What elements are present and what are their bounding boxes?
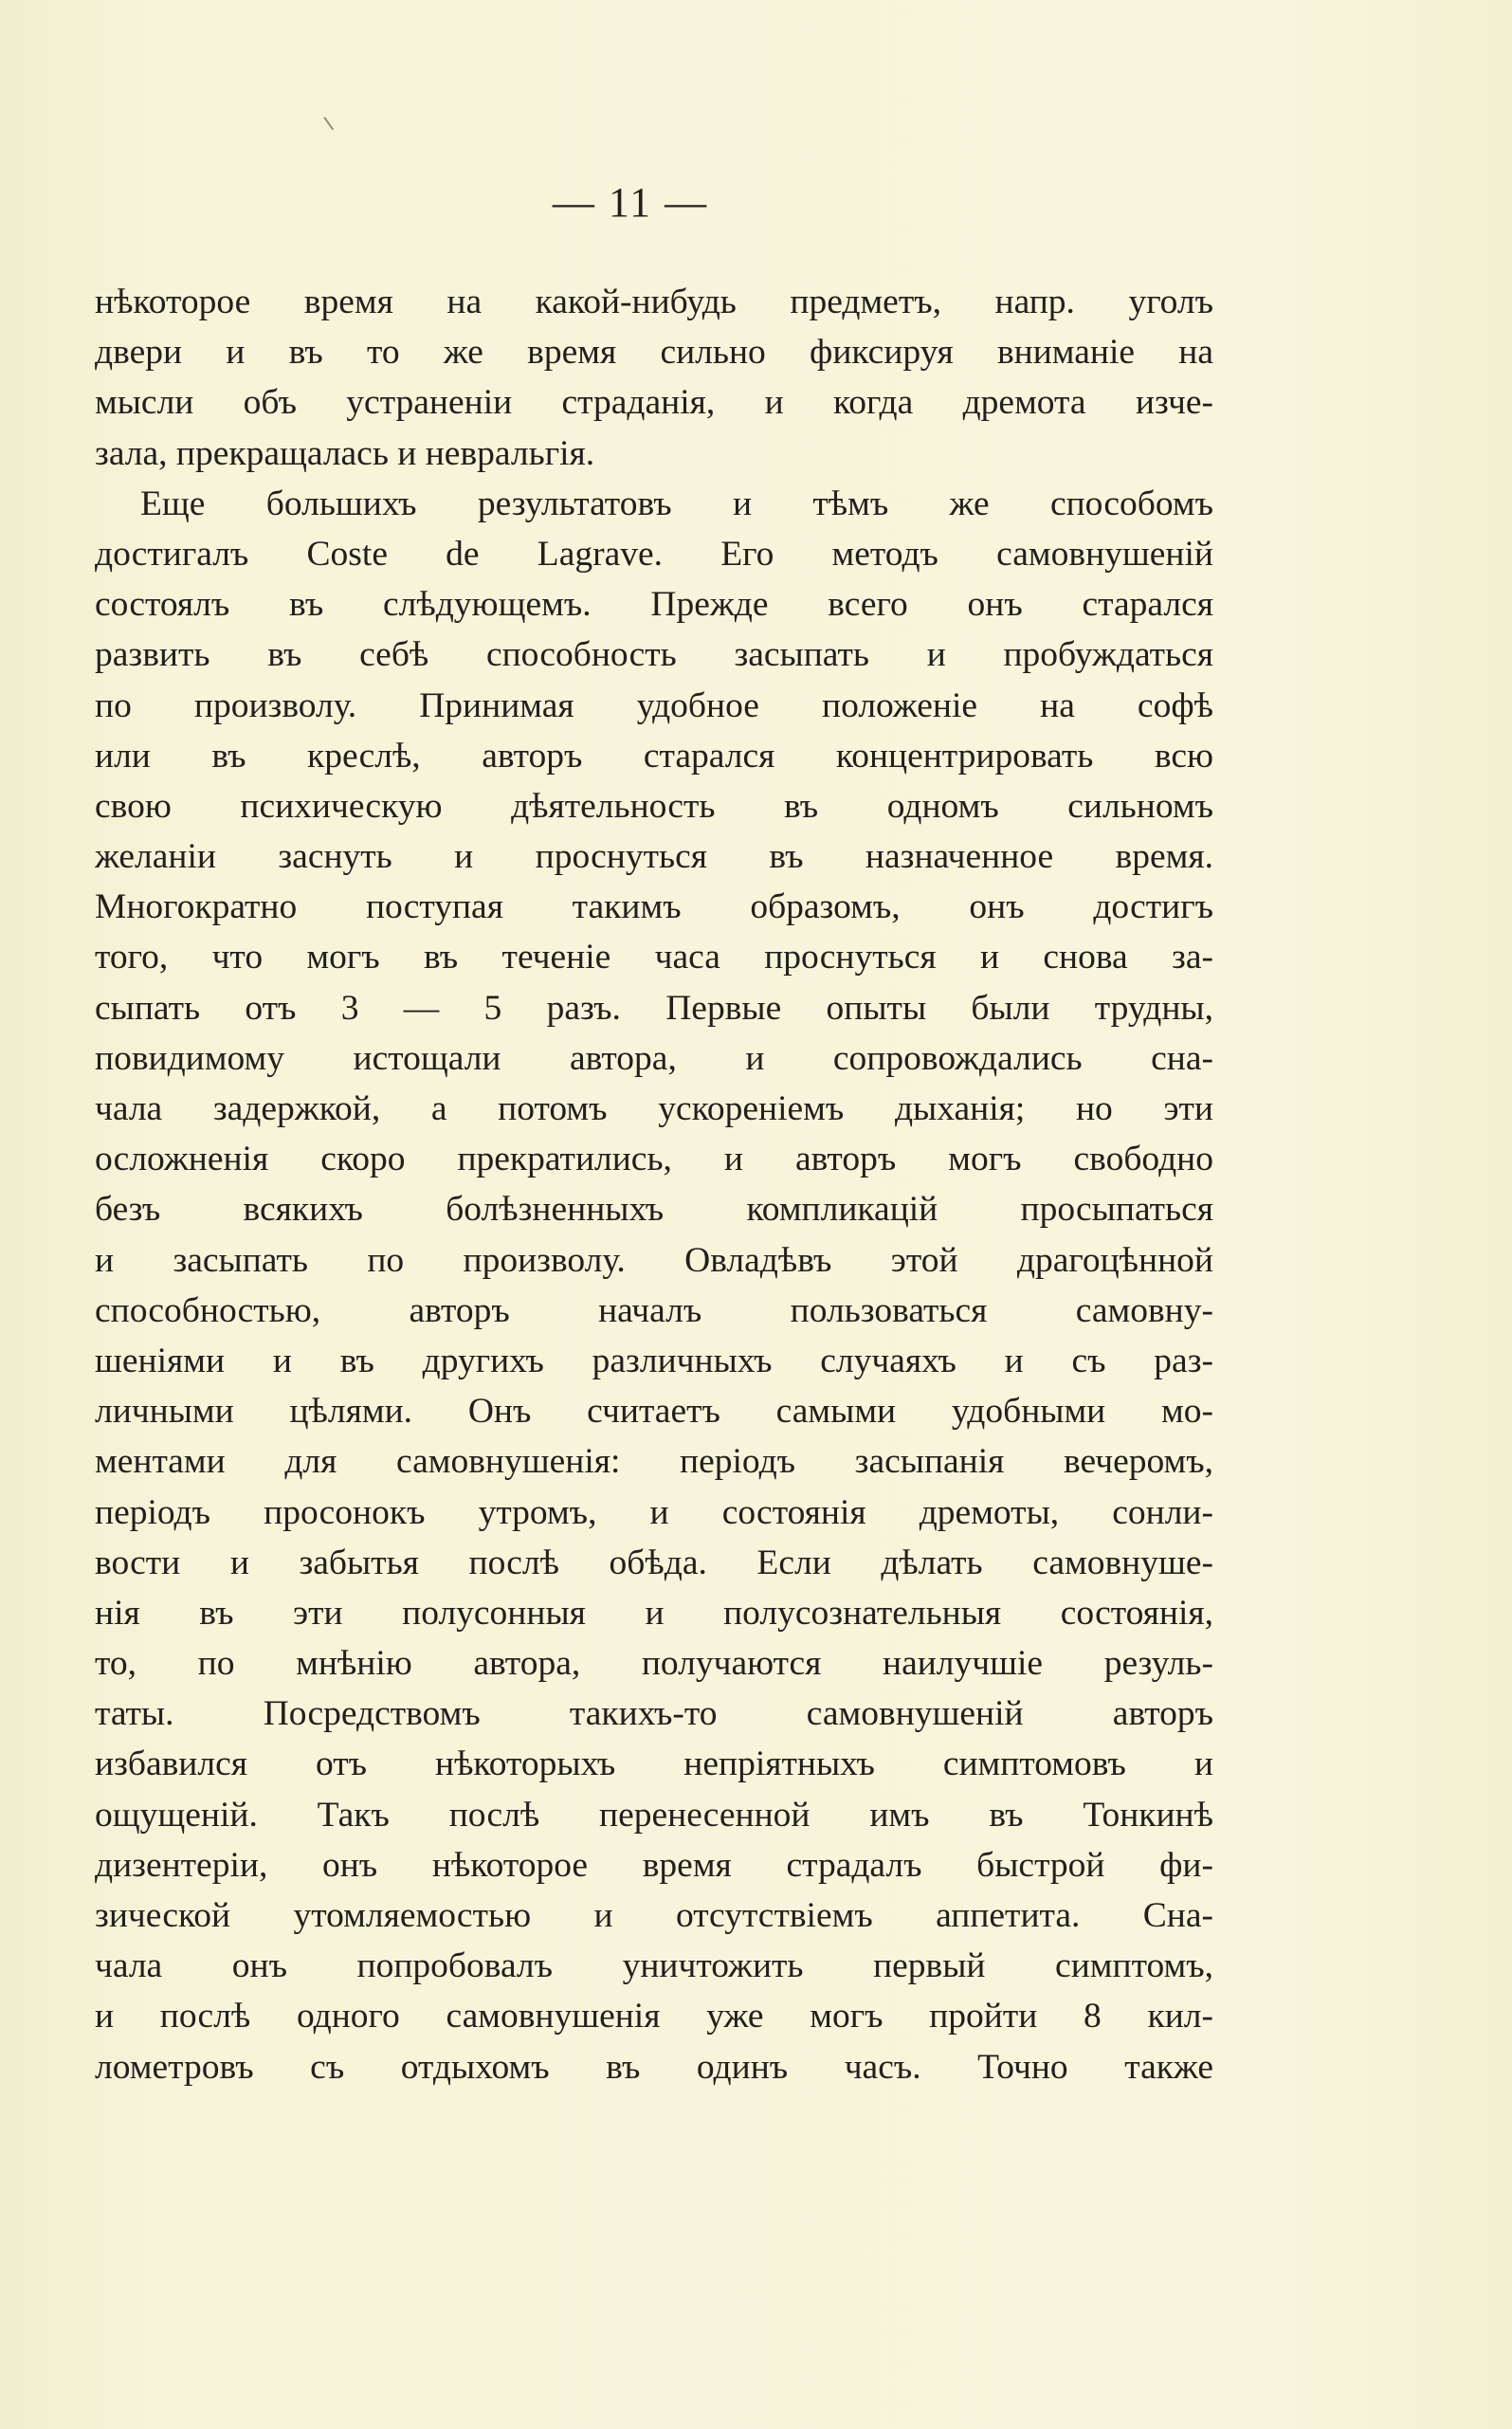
text-line: чала задержкой, а потомъ ускореніемъ дыханія; но эти [95,1089,1213,1128]
text-line: нѣкоторое время на какой-нибудь предметъ, напр. уголъ [95,283,1213,321]
text-line: личными цѣлями. Онъ считаетъ самыми удобными мо- [95,1392,1213,1432]
text-line: развить въ себѣ способность засыпать и пробуждаться [95,635,1213,675]
text-line: достигалъ Coste de Lagrave. Его методъ самовнушеній [95,534,1213,574]
text-line: шеніями и въ другихъ различныхъ случаяхъ и съ раз- [95,1341,1213,1380]
text-line: безъ всякихъ болѣзненныхъ компликацій просыпаться [95,1190,1213,1230]
text-line: избавился отъ нѣкоторыхъ непріятныхъ симптомовъ и [95,1744,1213,1784]
text-line: то, по мнѣнію автора, получаются наилучшіе резуль- [95,1644,1213,1684]
text-line: Еще большихъ результатовъ и тѣмъ же способомъ [140,484,1213,523]
text-line: повидимому истощали автора, и сопровождались сна- [95,1038,1213,1078]
text-line: періодъ просонокъ утромъ, и состоянія дремоты, сонли- [95,1492,1213,1532]
page-speck [323,113,339,131]
text-line: чала онъ попробовалъ уничтожить первый симптомъ, [95,1946,1213,1986]
text-line: лометровъ съ отдыхомъ въ одинъ часъ. Точно также [95,2047,1213,2087]
text-line: нія въ эти полусонныя и полусознательныя состоянія, [95,1593,1213,1633]
text-line: сыпать отъ 3 — 5 разъ. Первые опыты были трудны, [95,988,1213,1028]
text-line: дизентеріи, онъ нѣкоторое время страдалъ быстрой фи- [95,1845,1213,1885]
text-line: двери и въ то же время сильно фиксируя вниманіе на [95,333,1213,373]
text-line: по произволу. Принимая удобное положеніе на софѣ [95,685,1213,725]
text-line: вости и забытья послѣ обѣда. Если дѣлать самовнуше- [95,1543,1213,1582]
text-line: желаніи заснуть и проснуться въ назначенное время. [95,837,1213,877]
text-line: мысли объ устраненіи страданія, и когда дремота изче- [95,383,1213,423]
text-line: зала, прекращалась и невральгія. [95,433,595,473]
text-line: зической утомляемостью и отсутствіемъ аппетита. Сна- [95,1896,1213,1935]
text-line: способностью, авторъ началъ пользоваться самовну- [95,1290,1213,1330]
text-line: и послѣ одного самовнушенія уже могъ пройти 8 кил- [95,1997,1213,2036]
text-line: ментами для самовнушенія: періодъ засыпанія вечеромъ, [95,1442,1213,1482]
text-line: и засыпать по произволу. Овладѣвъ этой драгоцѣнной [95,1240,1213,1280]
body-text [95,277,1213,2092]
text-line: осложненія скоро прекратились, и авторъ могъ свободно [95,1140,1213,1179]
text-line: свою психическую дѣятельность въ одномъ сильномъ [95,786,1213,826]
text-line: таты. Посредствомъ такихъ-то самовнушеній авторъ [95,1694,1213,1734]
text-line: того, что могъ въ теченіе часа проснуться и снова за- [95,938,1213,977]
page-number: — 11 — [552,179,709,226]
text-line: состоялъ въ слѣдующемъ. Прежде всего онъ старался [95,585,1213,625]
text-line: ощущеній. Такъ послѣ перенесенной имъ въ Тонкинѣ [95,1795,1213,1835]
text-line: или въ креслѣ, авторъ старался концентрировать всю [95,736,1213,776]
text-line: Многократно поступая такимъ образомъ, онъ достигъ [95,887,1213,927]
